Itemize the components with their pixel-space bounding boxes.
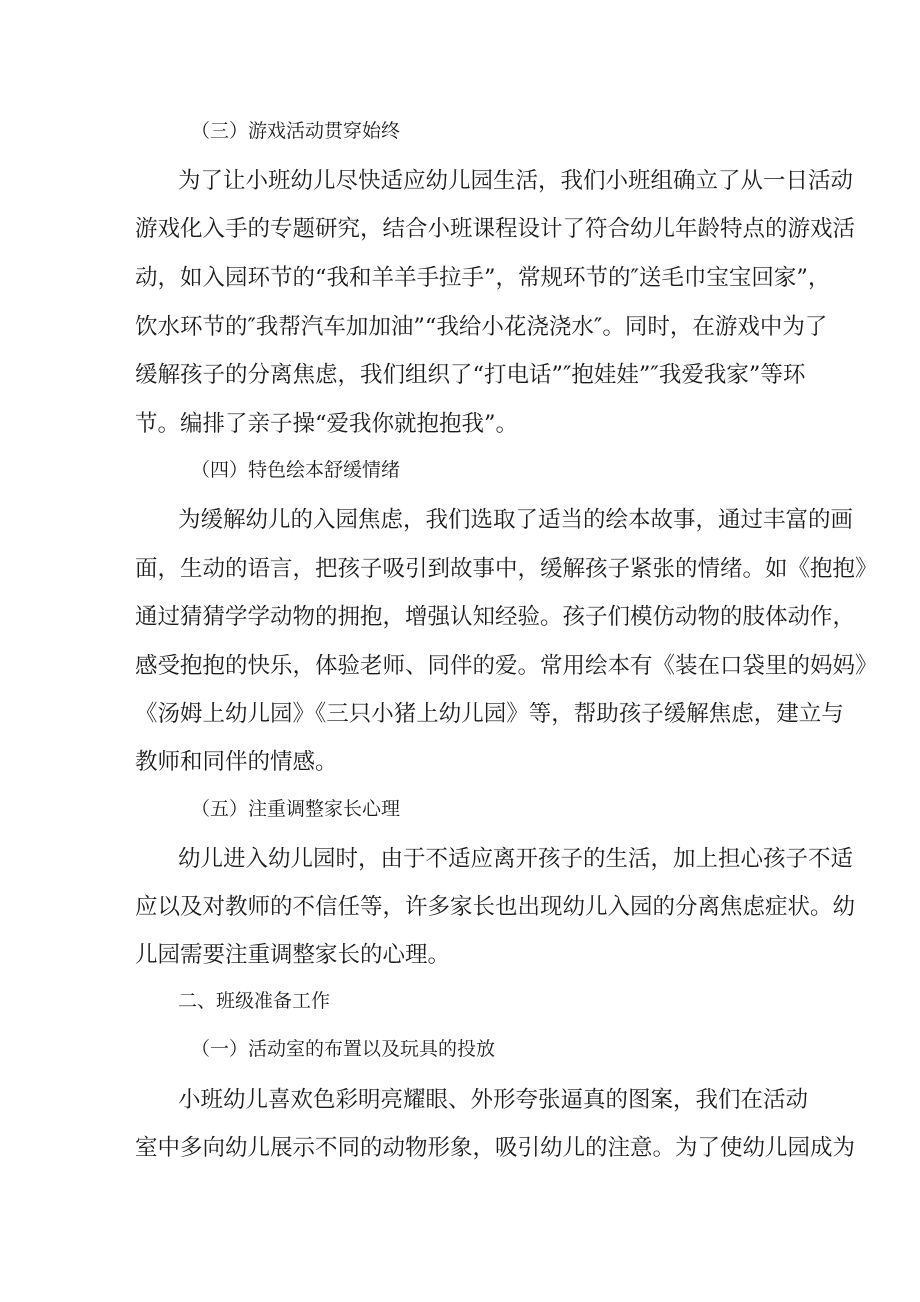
paragraph-line: 面，生动的语言，把孩子吸引到故事中，缓解孩子紧张的情绪。如《抱抱》 <box>135 556 878 582</box>
paragraph-line: 应以及对教师的不信任等，许多家长也出现幼儿入园的分离焦虑症状。幼 <box>135 894 856 920</box>
section-heading-4: （四）特色绘本舒缓情绪 <box>191 459 401 481</box>
part-heading-2: 二、班级准备工作 <box>178 990 331 1012</box>
paragraph-line: 节。编排了亲子操“爱我你就抱抱我”。 <box>135 411 519 437</box>
paragraph-line: 感受抱抱的快乐，体验老师、同伴的爱。常用绘本有《装在口袋里的妈妈》 <box>135 653 878 679</box>
paragraph-line: 缓解孩子的分离焦虑，我们组织了“打电话”″抱娃娃”″我爱我家”等环 <box>135 362 806 388</box>
paragraph-line: 小班幼儿喜欢色彩明亮耀眼、外形夸张逼真的图案，我们在活动 <box>178 1087 809 1113</box>
paragraph-line: 幼儿进入幼儿园时，由于不适应离开孩子的生活，加上担心孩子不适 <box>178 846 854 872</box>
paragraph-line: 为缓解幼儿的入园焦虑，我们选取了适当的绘本故事，通过丰富的画 <box>178 507 854 533</box>
paragraph-line: 通过猜猜学学动物的拥抱，增强认知经验。孩子们模仿动物的肢体动作， <box>135 604 856 630</box>
paragraph-line: 饮水环节的″我帮汽车加加油”“我给小花浇浇水″。同时，在游戏中为了 <box>135 314 828 340</box>
paragraph-line: 为了让小班幼儿尽快适应幼儿园生活，我们小班组确立了从一日活动 <box>178 168 854 194</box>
paragraph-line: 室中多向幼儿展示不同的动物形象，吸引幼儿的注意。为了使幼儿园成为 <box>135 1135 856 1161</box>
paragraph-line: 游戏化入手的专题研究，结合小班课程设计了符合幼儿年龄特点的游戏活 <box>135 216 856 242</box>
paragraph-line: 教师和同伴的情感。 <box>135 749 338 775</box>
paragraph-line: 儿园需要注重调整家长的心理。 <box>135 942 451 968</box>
paragraph-line: 动，如入园环节的“我和羊羊手拉手”，常规环节的″送毛巾宝宝回家”， <box>135 265 831 291</box>
section-heading-2-1: （一）活动室的布置以及玩具的投放 <box>191 1038 496 1060</box>
section-heading-3: （三）游戏活动贯穿始终 <box>191 120 401 142</box>
section-heading-5: （五）注重调整家长心理 <box>191 798 401 820</box>
paragraph-line: 《汤姆上幼儿园》《三只小猪上幼儿园》等，帮助孩子缓解焦虑，建立与 <box>135 701 844 727</box>
